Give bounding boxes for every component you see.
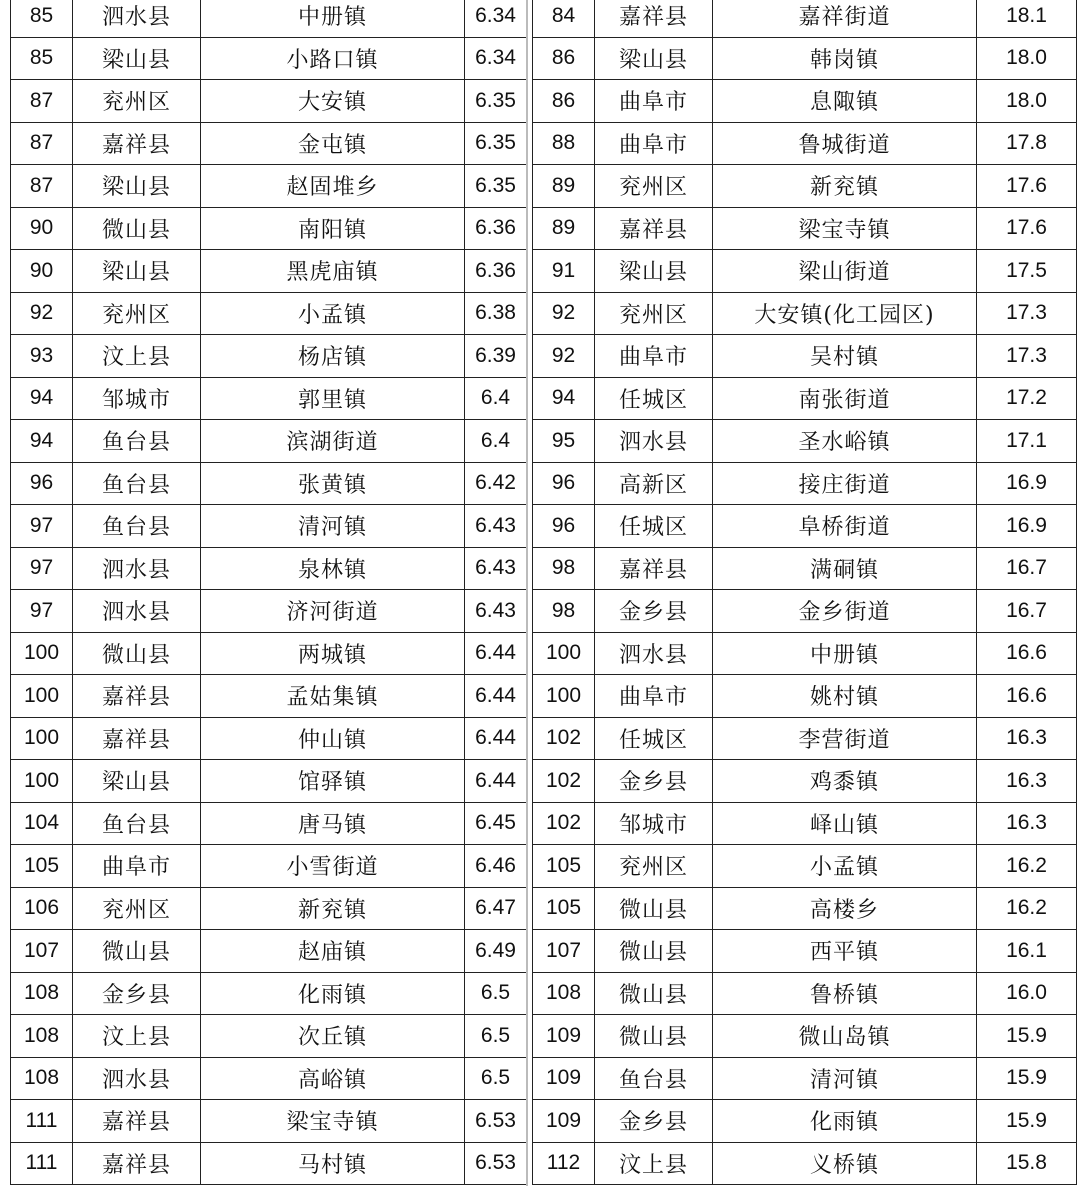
table-row xyxy=(11,547,527,590)
rank-cell: 97 xyxy=(11,505,73,548)
county-cell: 泗水县 xyxy=(595,420,713,463)
rank-cell: 92 xyxy=(533,292,595,335)
value-cell: 16.1 xyxy=(977,930,1077,973)
value-cell: 16.6 xyxy=(977,675,1077,718)
table-row xyxy=(11,1142,527,1185)
rank-cell: 88 xyxy=(533,122,595,165)
town-cell: 次丘镇 xyxy=(201,1015,465,1058)
county-cell: 微山县 xyxy=(595,887,713,930)
value-cell: 16.2 xyxy=(977,887,1077,930)
rank-cell: 102 xyxy=(533,717,595,760)
rank-cell: 107 xyxy=(533,930,595,973)
value-cell: 6.44 xyxy=(465,717,527,760)
value-cell: 6.53 xyxy=(465,1100,527,1143)
table-row xyxy=(533,462,1077,505)
county-cell: 曲阜市 xyxy=(595,335,713,378)
table-row xyxy=(11,1057,527,1100)
county-cell: 鱼台县 xyxy=(73,802,201,845)
value-cell: 16.3 xyxy=(977,760,1077,803)
table-row xyxy=(533,420,1077,463)
value-cell: 16.7 xyxy=(977,547,1077,590)
table-row xyxy=(11,590,527,633)
value-cell: 17.8 xyxy=(977,122,1077,165)
rank-cell: 111 xyxy=(11,1100,73,1143)
county-cell: 曲阜市 xyxy=(595,675,713,718)
town-cell: 清河镇 xyxy=(713,1057,977,1100)
county-cell: 兖州区 xyxy=(73,887,201,930)
town-cell: 阜桥街道 xyxy=(713,505,977,548)
table-row xyxy=(11,80,527,123)
value-cell: 6.43 xyxy=(465,505,527,548)
town-cell: 赵庙镇 xyxy=(201,930,465,973)
rank-cell: 91 xyxy=(533,250,595,293)
table-row xyxy=(533,972,1077,1015)
value-cell: 6.36 xyxy=(465,250,527,293)
county-cell: 兖州区 xyxy=(73,292,201,335)
value-cell: 6.35 xyxy=(465,80,527,123)
value-cell: 16.9 xyxy=(977,462,1077,505)
county-cell: 泗水县 xyxy=(595,632,713,675)
right-ranking-table xyxy=(532,0,1077,1185)
table-row xyxy=(11,292,527,335)
county-cell: 梁山县 xyxy=(595,37,713,80)
rank-cell: 102 xyxy=(533,760,595,803)
county-cell: 兖州区 xyxy=(73,80,201,123)
rank-cell: 94 xyxy=(533,377,595,420)
county-cell: 鱼台县 xyxy=(73,462,201,505)
town-cell: 两城镇 xyxy=(201,632,465,675)
rank-cell: 104 xyxy=(11,802,73,845)
county-cell: 汶上县 xyxy=(595,1142,713,1185)
county-cell: 金乡县 xyxy=(595,760,713,803)
value-cell: 18.0 xyxy=(977,80,1077,123)
rank-cell: 84 xyxy=(533,0,595,37)
town-cell: 高楼乡 xyxy=(713,887,977,930)
table-row xyxy=(533,760,1077,803)
table-row xyxy=(11,377,527,420)
rank-cell: 98 xyxy=(533,590,595,633)
rank-cell: 90 xyxy=(11,250,73,293)
value-cell: 17.1 xyxy=(977,420,1077,463)
value-cell: 17.2 xyxy=(977,377,1077,420)
table-row xyxy=(533,37,1077,80)
town-cell: 满硐镇 xyxy=(713,547,977,590)
value-cell: 18.0 xyxy=(977,37,1077,80)
rank-cell: 100 xyxy=(11,632,73,675)
table-row xyxy=(533,165,1077,208)
rank-cell: 109 xyxy=(533,1015,595,1058)
rank-cell: 92 xyxy=(11,292,73,335)
town-cell: 峄山镇 xyxy=(713,802,977,845)
table-row xyxy=(533,377,1077,420)
rank-cell: 97 xyxy=(11,547,73,590)
town-cell: 小路口镇 xyxy=(201,37,465,80)
table-divider xyxy=(526,0,528,1186)
town-cell: 化雨镇 xyxy=(201,972,465,1015)
town-cell: 南张街道 xyxy=(713,377,977,420)
county-cell: 任城区 xyxy=(595,377,713,420)
rank-cell: 94 xyxy=(11,420,73,463)
table-row xyxy=(11,1100,527,1143)
rank-cell: 94 xyxy=(11,377,73,420)
table-row xyxy=(11,335,527,378)
town-cell: 中册镇 xyxy=(201,0,465,37)
county-cell: 兖州区 xyxy=(595,845,713,888)
right-table-body xyxy=(533,0,1077,1185)
town-cell: 中册镇 xyxy=(713,632,977,675)
rank-cell: 87 xyxy=(11,122,73,165)
town-cell: 孟姑集镇 xyxy=(201,675,465,718)
table-row xyxy=(11,802,527,845)
value-cell: 16.3 xyxy=(977,802,1077,845)
table-row xyxy=(533,207,1077,250)
county-cell: 邹城市 xyxy=(73,377,201,420)
value-cell: 18.1 xyxy=(977,0,1077,37)
table-row xyxy=(11,887,527,930)
county-cell: 泗水县 xyxy=(73,0,201,37)
value-cell: 6.4 xyxy=(465,377,527,420)
value-cell: 16.9 xyxy=(977,505,1077,548)
town-cell: 泉林镇 xyxy=(201,547,465,590)
rank-cell: 108 xyxy=(11,1015,73,1058)
town-cell: 新兖镇 xyxy=(713,165,977,208)
town-cell: 高峪镇 xyxy=(201,1057,465,1100)
table-row xyxy=(11,1015,527,1058)
town-cell: 韩岗镇 xyxy=(713,37,977,80)
rank-cell: 86 xyxy=(533,80,595,123)
rank-cell: 95 xyxy=(533,420,595,463)
county-cell: 邹城市 xyxy=(595,802,713,845)
table-row xyxy=(11,37,527,80)
table-row xyxy=(11,845,527,888)
table-row xyxy=(11,0,527,37)
town-cell: 小雪街道 xyxy=(201,845,465,888)
value-cell: 17.6 xyxy=(977,165,1077,208)
rank-cell: 98 xyxy=(533,547,595,590)
value-cell: 15.9 xyxy=(977,1057,1077,1100)
town-cell: 化雨镇 xyxy=(713,1100,977,1143)
table-row xyxy=(533,335,1077,378)
value-cell: 6.43 xyxy=(465,590,527,633)
town-cell: 金乡街道 xyxy=(713,590,977,633)
rank-cell: 90 xyxy=(11,207,73,250)
value-cell: 6.5 xyxy=(465,1015,527,1058)
town-cell: 息陬镇 xyxy=(713,80,977,123)
county-cell: 嘉祥县 xyxy=(73,1100,201,1143)
value-cell: 17.3 xyxy=(977,292,1077,335)
county-cell: 微山县 xyxy=(595,930,713,973)
town-cell: 鲁城街道 xyxy=(713,122,977,165)
county-cell: 鱼台县 xyxy=(73,420,201,463)
rank-cell: 105 xyxy=(533,887,595,930)
county-cell: 嘉祥县 xyxy=(73,675,201,718)
county-cell: 鱼台县 xyxy=(73,505,201,548)
town-cell: 西平镇 xyxy=(713,930,977,973)
table-row xyxy=(533,845,1077,888)
value-cell: 6.35 xyxy=(465,122,527,165)
county-cell: 任城区 xyxy=(595,505,713,548)
county-cell: 微山县 xyxy=(595,1015,713,1058)
value-cell: 6.4 xyxy=(465,420,527,463)
county-cell: 任城区 xyxy=(595,717,713,760)
town-cell: 嘉祥街道 xyxy=(713,0,977,37)
table-row xyxy=(533,802,1077,845)
county-cell: 嘉祥县 xyxy=(595,547,713,590)
table-row xyxy=(533,930,1077,973)
town-cell: 小孟镇 xyxy=(201,292,465,335)
rank-cell: 96 xyxy=(533,505,595,548)
town-cell: 赵固堆乡 xyxy=(201,165,465,208)
county-cell: 微山县 xyxy=(73,632,201,675)
value-cell: 6.44 xyxy=(465,675,527,718)
town-cell: 小孟镇 xyxy=(713,845,977,888)
value-cell: 16.2 xyxy=(977,845,1077,888)
rank-cell: 97 xyxy=(11,590,73,633)
county-cell: 兖州区 xyxy=(595,165,713,208)
town-cell: 马村镇 xyxy=(201,1142,465,1185)
left-table-body xyxy=(11,0,527,1185)
table-row xyxy=(11,632,527,675)
table-row xyxy=(533,250,1077,293)
town-cell: 姚村镇 xyxy=(713,675,977,718)
county-cell: 泗水县 xyxy=(73,547,201,590)
town-cell: 鸡黍镇 xyxy=(713,760,977,803)
county-cell: 嘉祥县 xyxy=(73,1142,201,1185)
county-cell: 嘉祥县 xyxy=(595,0,713,37)
value-cell: 6.38 xyxy=(465,292,527,335)
county-cell: 梁山县 xyxy=(595,250,713,293)
table-row xyxy=(533,122,1077,165)
table-row xyxy=(533,717,1077,760)
rank-cell: 93 xyxy=(11,335,73,378)
rank-cell: 100 xyxy=(533,632,595,675)
value-cell: 6.53 xyxy=(465,1142,527,1185)
table-row xyxy=(533,0,1077,37)
table-row xyxy=(533,1057,1077,1100)
county-cell: 鱼台县 xyxy=(595,1057,713,1100)
value-cell: 6.44 xyxy=(465,760,527,803)
table-row xyxy=(11,122,527,165)
value-cell: 16.3 xyxy=(977,717,1077,760)
rank-cell: 85 xyxy=(11,0,73,37)
table-row xyxy=(533,590,1077,633)
county-cell: 嘉祥县 xyxy=(73,717,201,760)
table-row xyxy=(533,1142,1077,1185)
rank-cell: 111 xyxy=(11,1142,73,1185)
town-cell: 李营街道 xyxy=(713,717,977,760)
town-cell: 金屯镇 xyxy=(201,122,465,165)
value-cell: 6.42 xyxy=(465,462,527,505)
value-cell: 17.5 xyxy=(977,250,1077,293)
rank-cell: 86 xyxy=(533,37,595,80)
table-row xyxy=(11,505,527,548)
rank-cell: 85 xyxy=(11,37,73,80)
town-cell: 微山岛镇 xyxy=(713,1015,977,1058)
value-cell: 15.8 xyxy=(977,1142,1077,1185)
town-cell: 郭里镇 xyxy=(201,377,465,420)
rank-cell: 96 xyxy=(533,462,595,505)
county-cell: 金乡县 xyxy=(595,1100,713,1143)
table-row xyxy=(11,462,527,505)
value-cell: 6.49 xyxy=(465,930,527,973)
county-cell: 梁山县 xyxy=(73,165,201,208)
town-cell: 唐马镇 xyxy=(201,802,465,845)
county-cell: 微山县 xyxy=(595,972,713,1015)
county-cell: 汶上县 xyxy=(73,335,201,378)
town-cell: 圣水峪镇 xyxy=(713,420,977,463)
town-cell: 吴村镇 xyxy=(713,335,977,378)
table-row xyxy=(533,887,1077,930)
rank-cell: 109 xyxy=(533,1100,595,1143)
rank-cell: 100 xyxy=(11,717,73,760)
table-row xyxy=(11,675,527,718)
rank-cell: 89 xyxy=(533,207,595,250)
value-cell: 6.39 xyxy=(465,335,527,378)
value-cell: 16.7 xyxy=(977,590,1077,633)
county-cell: 微山县 xyxy=(73,207,201,250)
value-cell: 15.9 xyxy=(977,1015,1077,1058)
value-cell: 6.44 xyxy=(465,632,527,675)
table-row xyxy=(533,80,1077,123)
county-cell: 嘉祥县 xyxy=(595,207,713,250)
rank-cell: 102 xyxy=(533,802,595,845)
town-cell: 滨湖街道 xyxy=(201,420,465,463)
table-row xyxy=(11,250,527,293)
town-cell: 梁宝寺镇 xyxy=(201,1100,465,1143)
town-cell: 仲山镇 xyxy=(201,717,465,760)
left-ranking-table xyxy=(10,0,527,1185)
town-cell: 接庄街道 xyxy=(713,462,977,505)
town-cell: 大安镇(化工园区) xyxy=(713,292,977,335)
county-cell: 兖州区 xyxy=(595,292,713,335)
town-cell: 张黄镇 xyxy=(201,462,465,505)
town-cell: 南阳镇 xyxy=(201,207,465,250)
county-cell: 梁山县 xyxy=(73,250,201,293)
table-row xyxy=(11,165,527,208)
county-cell: 微山县 xyxy=(73,930,201,973)
value-cell: 6.35 xyxy=(465,165,527,208)
town-cell: 杨店镇 xyxy=(201,335,465,378)
rank-cell: 89 xyxy=(533,165,595,208)
rank-cell: 108 xyxy=(11,1057,73,1100)
county-cell: 曲阜市 xyxy=(73,845,201,888)
table-row xyxy=(533,1100,1077,1143)
county-cell: 曲阜市 xyxy=(595,122,713,165)
table-row xyxy=(533,1015,1077,1058)
value-cell: 6.36 xyxy=(465,207,527,250)
value-cell: 6.34 xyxy=(465,37,527,80)
town-cell: 新兖镇 xyxy=(201,887,465,930)
value-cell: 15.9 xyxy=(977,1100,1077,1143)
value-cell: 16.6 xyxy=(977,632,1077,675)
table-row xyxy=(11,207,527,250)
county-cell: 梁山县 xyxy=(73,760,201,803)
rank-cell: 106 xyxy=(11,887,73,930)
county-cell: 曲阜市 xyxy=(595,80,713,123)
county-cell: 嘉祥县 xyxy=(73,122,201,165)
rank-cell: 109 xyxy=(533,1057,595,1100)
county-cell: 金乡县 xyxy=(595,590,713,633)
table-row xyxy=(11,972,527,1015)
rank-cell: 105 xyxy=(11,845,73,888)
rank-cell: 112 xyxy=(533,1142,595,1185)
rank-cell: 105 xyxy=(533,845,595,888)
table-row xyxy=(11,930,527,973)
table-row xyxy=(11,420,527,463)
rank-cell: 100 xyxy=(533,675,595,718)
value-cell: 6.45 xyxy=(465,802,527,845)
town-cell: 济河街道 xyxy=(201,590,465,633)
county-cell: 金乡县 xyxy=(73,972,201,1015)
town-cell: 黑虎庙镇 xyxy=(201,250,465,293)
rank-cell: 96 xyxy=(11,462,73,505)
value-cell: 6.47 xyxy=(465,887,527,930)
rank-cell: 87 xyxy=(11,165,73,208)
rank-cell: 108 xyxy=(533,972,595,1015)
value-cell: 17.3 xyxy=(977,335,1077,378)
value-cell: 6.46 xyxy=(465,845,527,888)
county-cell: 汶上县 xyxy=(73,1015,201,1058)
value-cell: 17.6 xyxy=(977,207,1077,250)
town-cell: 大安镇 xyxy=(201,80,465,123)
county-cell: 泗水县 xyxy=(73,1057,201,1100)
value-cell: 6.34 xyxy=(465,0,527,37)
town-cell: 义桥镇 xyxy=(713,1142,977,1185)
table-row xyxy=(533,292,1077,335)
table-row xyxy=(11,760,527,803)
town-cell: 梁宝寺镇 xyxy=(713,207,977,250)
value-cell: 6.5 xyxy=(465,972,527,1015)
value-cell: 6.5 xyxy=(465,1057,527,1100)
table-row xyxy=(533,675,1077,718)
rank-cell: 87 xyxy=(11,80,73,123)
value-cell: 16.0 xyxy=(977,972,1077,1015)
county-cell: 梁山县 xyxy=(73,37,201,80)
table-row xyxy=(533,505,1077,548)
rank-cell: 108 xyxy=(11,972,73,1015)
county-cell: 泗水县 xyxy=(73,590,201,633)
town-cell: 鲁桥镇 xyxy=(713,972,977,1015)
table-row xyxy=(533,547,1077,590)
rank-cell: 107 xyxy=(11,930,73,973)
town-cell: 馆驿镇 xyxy=(201,760,465,803)
rank-cell: 92 xyxy=(533,335,595,378)
town-cell: 梁山街道 xyxy=(713,250,977,293)
value-cell: 6.43 xyxy=(465,547,527,590)
town-cell: 清河镇 xyxy=(201,505,465,548)
rank-cell: 100 xyxy=(11,760,73,803)
rank-cell: 100 xyxy=(11,675,73,718)
table-row xyxy=(11,717,527,760)
table-row xyxy=(533,632,1077,675)
county-cell: 高新区 xyxy=(595,462,713,505)
